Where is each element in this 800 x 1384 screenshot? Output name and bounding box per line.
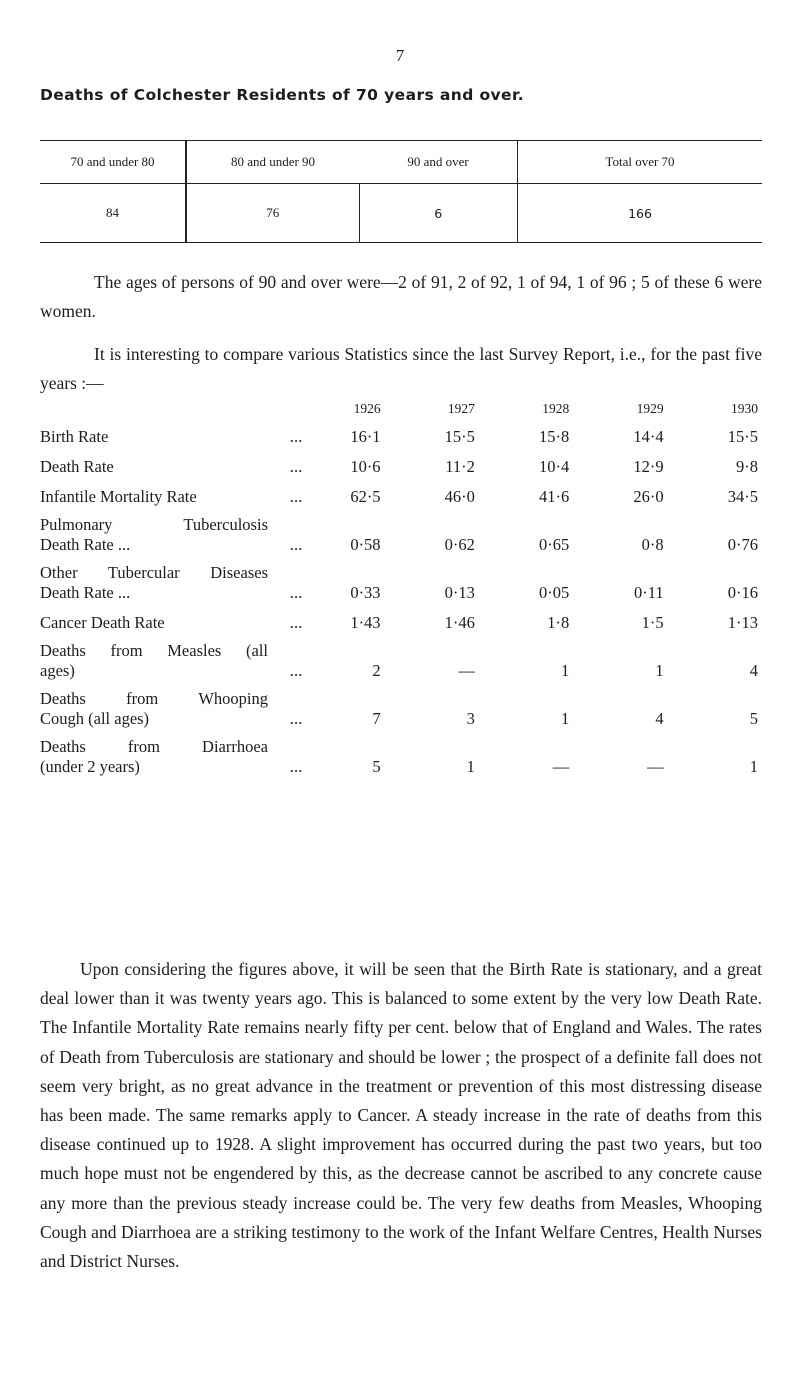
stats-value-1926: 0·58 [350, 535, 381, 554]
stats-value-1927: 1·46 [444, 613, 475, 632]
stats-value-1927: 0·13 [444, 583, 475, 602]
stats-row-label-line: ages) [40, 661, 75, 680]
stats-value-1928: — [552, 757, 570, 776]
stats-value-1930: 1·13 [727, 613, 758, 632]
stats-row-label-line: Birth Rate [40, 427, 109, 446]
section-heading: Deaths of Colchester Residents of 70 years and over. [40, 86, 525, 104]
stats-row-label [40, 507, 269, 555]
stats-value-1930: 0·76 [727, 535, 758, 554]
stats-value-1929: 26·0 [633, 487, 664, 506]
stats-value-1928: 1·8 [547, 613, 570, 632]
stats-row-label [40, 477, 269, 507]
stats-value-1926: 16·1 [350, 427, 381, 446]
stats-value-1929: — [647, 757, 664, 776]
stats-row-leader-dots: ... [289, 709, 303, 728]
stats-row-label-line: Deaths from Diarrhoea [40, 737, 268, 756]
year-1930: 1930 [731, 401, 758, 416]
stats-row-label [40, 447, 269, 477]
age-group-table [40, 140, 762, 243]
stats-row-leader-dots: ... [289, 613, 303, 632]
stats-row-leader-dots: ... [289, 661, 303, 680]
stats-value-1930: 15·5 [727, 427, 758, 446]
stats-value-1927: 15·5 [444, 427, 475, 446]
stats-row-label [40, 603, 269, 633]
stats-row-label [40, 729, 269, 777]
stats-row-label-line: Cancer Death Rate [40, 613, 165, 632]
stats-value-1930: 34·5 [727, 487, 758, 506]
value-80-90: 76 [186, 184, 359, 243]
page-number: 7 [395, 46, 405, 65]
value-90-over: 6 [359, 184, 518, 243]
stats-value-1927: 0·62 [444, 535, 475, 554]
header-80-90: 80 and under 90 [186, 141, 359, 184]
stats-row [40, 477, 762, 507]
stats-value-1929: 12·9 [633, 457, 664, 476]
stats-value-1930: 4 [749, 661, 758, 680]
stats-row-label-line: Death Rate ... [40, 583, 131, 602]
stats-value-1929: 1 [655, 661, 664, 680]
value-total: 166 [518, 184, 763, 243]
stats-value-1927: 3 [466, 709, 475, 728]
stats-row-leader-dots: ... [289, 583, 303, 602]
stats-value-1929: 0·8 [641, 535, 664, 554]
stats-value-1930: 1 [749, 757, 758, 776]
stats-row-leader-dots: ... [289, 457, 303, 476]
header-70-80: 70 and under 80 [40, 141, 186, 184]
stats-row [40, 681, 762, 729]
statistics-table [40, 393, 762, 777]
stats-value-1928: 41·6 [539, 487, 570, 506]
stats-row-leader-dots: ... [289, 535, 303, 554]
stats-row-leader-dots: ... [289, 487, 303, 506]
stats-row-label-line: Other Tubercular Diseases [40, 563, 268, 582]
stats-row-label-line: Deaths from Measles (all [40, 641, 268, 660]
age-table-header-row [40, 141, 762, 184]
stats-year-row [40, 393, 762, 417]
year-1929: 1929 [636, 401, 664, 416]
stats-value-1927: 1 [466, 757, 475, 776]
age-table-value-row [40, 184, 762, 243]
stats-value-1926: 62·5 [350, 487, 381, 506]
stats-value-1928: 1 [561, 661, 570, 680]
stats-value-1927: 11·2 [445, 457, 475, 476]
stats-row-label [40, 633, 269, 681]
stats-row-label-line: Cough (all ages) [40, 709, 150, 728]
stats-value-1930: 9·8 [736, 457, 758, 476]
stats-value-1929: 14·4 [633, 427, 664, 446]
header-90-over: 90 and over [359, 141, 518, 184]
stats-value-1926: 5 [372, 757, 381, 776]
stats-row [40, 633, 762, 681]
year-1926: 1926 [353, 401, 381, 416]
stats-row-leader-dots: ... [289, 427, 303, 446]
stats-value-1926: 1·43 [350, 613, 381, 632]
discussion-paragraph: Upon considering the figures above, it will be seen that the Birth Rate is stationary, and a great deal lower than it was twenty years ago. This is balanced to some extent by the very low Death Rate. The Infantile Mortality Rate remains nearly fifty per cent. below that of England and Wales. The rates of Death from Tuberculosis are stationary and should be lower ; the prospect of a definite fall does not seem very bright, as no great advance in the treatment or prevention of this most distressing disease has been made. The same remarks apply to Cancer. A steady increase in the rate of deaths from this disease continued up to 1928. A slight improvement has occurred during the past two years, but too much hope must not be engendered by this, as the decrease cannot be ascribed to any concrete cause any more than the previous steady increase could be. The very few deaths from Measles, Whooping Cough and Diarrhoea are a striking testimony to the work of the Infant Welfare Centres, Health Nurses and District Nurses. [40, 959, 762, 1272]
stats-row-label-line: Infantile Mortality Rate [40, 487, 197, 506]
stats-value-1926: 0·33 [350, 583, 381, 602]
stats-value-1928: 0·65 [539, 535, 570, 554]
stats-row-label-line: Death Rate ... [40, 535, 131, 554]
stats-row [40, 555, 762, 603]
stats-value-1927: — [458, 661, 475, 680]
ages-paragraph: The ages of persons of 90 and over were—2 of 91, 2 of 92, 1 of 94, 1 of 96 ; 5 of these 6 were women. [40, 272, 762, 321]
header-total: Total over 70 [518, 141, 763, 184]
stats-value-1929: 0·11 [633, 583, 664, 602]
stats-row-leader-dots: ... [289, 757, 303, 776]
stats-value-1926: 7 [372, 709, 381, 728]
stats-row [40, 417, 762, 447]
intro-paragraph: It is interesting to compare various Statistics since the last Survey Report, i.e., for the past five years :— [40, 344, 762, 393]
stats-row [40, 447, 762, 477]
stats-row-label [40, 417, 269, 447]
stats-value-1930: 5 [749, 709, 758, 728]
stats-row-label-line: Pulmonary Tuberculosis [40, 515, 268, 534]
stats-value-1926: 10·6 [350, 457, 381, 476]
stats-value-1928: 1 [561, 709, 570, 728]
stats-value-1928: 10·4 [539, 457, 570, 476]
stats-row-label-line: (under 2 years) [40, 757, 140, 776]
stats-value-1929: 1·5 [641, 613, 664, 632]
stats-row-label [40, 555, 269, 603]
stats-value-1927: 46·0 [444, 487, 475, 506]
value-70-80: 84 [40, 184, 186, 243]
stats-row [40, 729, 762, 777]
stats-value-1928: 0·05 [539, 583, 570, 602]
stats-row-label-line: Death Rate [40, 457, 114, 476]
stats-row [40, 507, 762, 555]
year-1927: 1927 [447, 401, 475, 416]
stats-value-1929: 4 [655, 709, 664, 728]
stats-row-label [40, 681, 269, 729]
stats-value-1928: 15·8 [539, 427, 570, 446]
stats-row [40, 603, 762, 633]
stats-row-label-line: Deaths from Whooping [40, 689, 268, 708]
stats-value-1926: 2 [372, 661, 381, 680]
year-1928: 1928 [542, 401, 570, 416]
stats-value-1930: 0·16 [727, 583, 758, 602]
